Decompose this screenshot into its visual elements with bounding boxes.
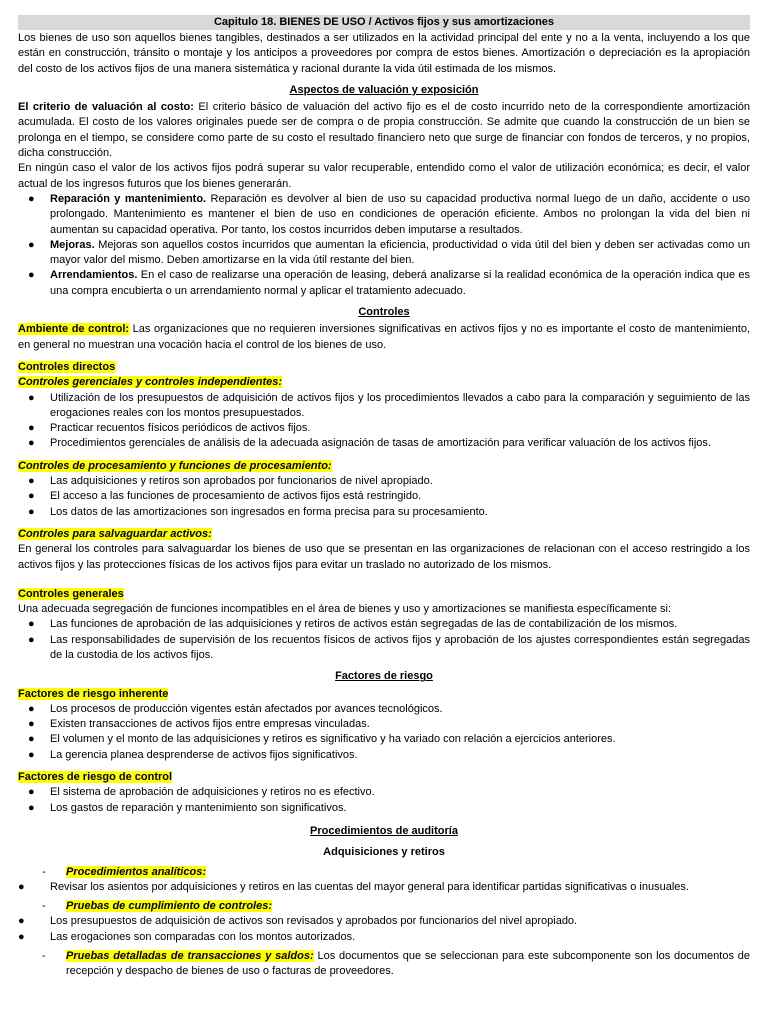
list-item: ● Procedimientos gerenciales de análisis de la adecuada asignación de tasas de amortización para verificar valuación de los activos fijos. [18, 436, 750, 451]
compliance-tests-heading: - Pruebas de cumplimiento de controles: [18, 899, 750, 914]
audit-heading: Procedimientos de auditoría [310, 824, 458, 837]
bullet-icon: ● [28, 786, 35, 799]
list-item: ● Las funciones de aprobación de las adquisiciones y retiros de activos están segregadas de las de contabilización de los mismos. [18, 617, 750, 632]
inherent-risk-heading: Factores de riesgo inherente [18, 687, 169, 700]
list-item: ● Los procesos de producción vigentes están afectados por avances tecnológicos. [18, 702, 750, 717]
list-item: ● Revisar los asientos por adquisiciones y retiros en las cuentas del mayor general para identificar partidas significativas o inusuales. [18, 880, 750, 895]
dash-icon: - [42, 950, 46, 963]
list-item: ● La gerencia planea desprenderse de activos fijos significativos. [18, 748, 750, 763]
bullet-icon: ● [18, 915, 25, 928]
direct-controls-heading: Controles directos [18, 360, 116, 373]
compliance-tests-list [18, 914, 750, 945]
control-environment-paragraph [18, 322, 750, 353]
list-item: ● El acceso a las funciones de procesamiento de activos fijos está restringido. [18, 489, 750, 504]
list-item: ● Las adquisiciones y retiros son aprobados por funcionarios de nivel apropiado. [18, 474, 750, 489]
valuation-criterion-text: El criterio básico de valuación del activo fijo es el de costo incurrido neto de la correspondiente amortización acumulada. El costo de los valores originales puede ser de compra o de propia construcción. Se admite que cuando la construcción de un bien se prolonga en el tiempo, se considere como parte de su costo el resultado financiero neto que surge de financiar con fondos de terceros, y no propios, dicha construcción. [18, 101, 751, 160]
inherent-risk-list [18, 702, 750, 763]
bullet-icon: ● [28, 269, 35, 282]
bullet-icon: ● [28, 505, 35, 518]
control-risk-list [18, 785, 750, 816]
control-environment-text: Las organizaciones que no requieren inversiones significativas en activos fijos y no es importante el costo de mantenimiento, en general no muestran una vocación hacia el control de los bienes de uso. [18, 323, 750, 351]
general-controls-paragraph: Una adecuada segregación de funciones incompatibles en el área de bienes y uso y amortizaciones se manifiesta específicamente si: [18, 603, 672, 616]
valuation-limit-paragraph: En ningún caso el valor de los activos fijos podrá superar su valor recuperable, entendido como el valor de utilización económica; es decir, el valor actual de los ingresos futuros que los bienes generarán. [18, 162, 750, 190]
managerial-controls-list [18, 391, 750, 452]
safeguard-paragraph: En general los controles para salvaguardar los bienes de uso que se presentan en las organizaciones de relacionan con el acceso restringido a los activos fijos y las protecciones físicas de los activos fijos para evitar un traslado no autorizado de los mismos. [18, 543, 750, 571]
bullet-icon: ● [28, 633, 35, 646]
bullet-icon: ● [28, 801, 35, 814]
analytic-procedures-list [18, 880, 750, 895]
list-item: ● Las responsabilidades de supervisión de los recuentos físicos de activos fijos y aprobación de los ajustes correspondientes están segregadas de la custodia de los activos fijos. [28, 633, 750, 661]
bullet-icon: ● [28, 475, 35, 488]
controls-heading: Controles [358, 306, 410, 319]
bullet-icon: ● [28, 422, 35, 435]
list-item: ● Utilización de los presupuestos de adquisición de activos fijos y los procedimientos llevados a cabo para la comparación y seguimiento de las erogaciones reales con los montos presupuestados. [28, 391, 750, 419]
list-item: ● Practicar recuentos físicos periódicos de activos fijos. [18, 421, 750, 436]
control-risk-heading: Factores de riesgo de control [18, 771, 173, 784]
detail-tests-label: Pruebas detalladas de transacciones y saldos: [66, 950, 314, 963]
list-item [18, 238, 750, 269]
bullet-icon: ● [28, 391, 35, 404]
bullet-icon: ● [28, 733, 35, 746]
valuation-list [18, 192, 750, 299]
safeguard-controls-heading: Controles para salvaguardar activos: [18, 527, 212, 540]
list-item: ● Los presupuestos de adquisición de activos son revisados y aprobados por funcionarios del nivel apropiado. [18, 914, 750, 929]
processing-controls-heading: Controles de procesamiento y funciones de procesamiento: [18, 459, 332, 472]
risk-heading: Factores de riesgo [335, 670, 433, 683]
valuation-criterion-label: El criterio de valuación al costo: [18, 101, 194, 114]
bullet-icon: ● [28, 238, 35, 251]
bullet-icon: ● [28, 618, 35, 631]
item-text: Reparación es devolver al bien de uso su capacidad productiva normal luego de un daño, accidente o uso prolongado. Mantenimiento es mantener el bien de uso en condiciones de operación eficiente. Ambos no prolongan la vida del bien ni aumentan su capacidad operativa. Por tanto, los costos incurridos deben imputarse a resultados. [50, 192, 750, 236]
item-label: Arrendamientos. [50, 269, 138, 282]
list-item: ● El volumen y el monto de las adquisiciones y retiros es significativo y ha variado con relación a ejercicios anteriores. [18, 732, 750, 747]
bullet-icon: ● [28, 490, 35, 503]
dash-icon: - [42, 900, 46, 913]
list-item: ● Las erogaciones son comparadas con los montos autorizados. [18, 930, 750, 945]
intro-paragraph: Los bienes de uso son aquellos bienes tangibles, destinados a ser utilizados en la actividad principal del ente y no a la venta, incluyendo a los que están en construcción, tránsito o montaje y los anticipos a proveedores por compra de estos bienes. Amortización o depreciación es la apropiación del costo de los activos fijos de una manera sistemática y racional durante la vida útil estimada de los mismos. [18, 32, 750, 75]
detail-tests-text: Los documentos que se seleccionan para este subcomponente son los documentos de recepción y despacho de bienes de uso o facturas de proveedores. [66, 950, 750, 978]
audit-subheading: Adquisiciones y retiros [323, 846, 445, 859]
bullet-icon: ● [18, 930, 25, 943]
general-controls-list [18, 617, 750, 663]
list-item: ● El sistema de aprobación de adquisiciones y retiros no es efectivo. [18, 785, 750, 800]
list-item [18, 268, 750, 299]
list-item: ● Los gastos de reparación y mantenimiento son significativos. [18, 801, 750, 816]
list-item: ● Los datos de las amortizaciones son ingresados en forma precisa para su procesamiento. [18, 505, 750, 520]
valuation-heading: Aspectos de valuación y exposición [289, 83, 479, 96]
bullet-icon: ● [28, 192, 35, 205]
item-label: Mejoras. [50, 238, 95, 251]
processing-controls-list [18, 474, 750, 520]
item-text: Mejoras son aquellos costos incurridos que aumentan la eficiencia, productividad o vida útil del bien y deben ser activadas como un mayor valor del mismo. Deben amortizarse en la vida útil restante del bien. [50, 238, 750, 267]
detail-tests-paragraph [18, 949, 750, 980]
item-label: Reparación y mantenimiento. [50, 192, 207, 205]
bullet-icon: ● [28, 748, 35, 761]
item-text: En el caso de realizarse una operación de leasing, deberá analizarse si la realidad económica de la operación indica que es una compra encubierta o un arrendamiento normal y aplicar el tratamiento adecuado. [50, 269, 750, 297]
bullet-icon: ● [28, 718, 35, 731]
bullet-icon: ● [28, 437, 35, 450]
managerial-controls-heading: Controles gerenciales y controles independientes: [18, 376, 283, 389]
control-environment-label: Ambiente de control: [18, 323, 130, 336]
analytic-procedures-heading: - Procedimientos analíticos: [18, 865, 750, 880]
dash-icon: - [42, 865, 46, 878]
list-item: ● Existen transacciones de activos fijos entre empresas vinculadas. [18, 717, 750, 732]
chapter-title: Capitulo 18. BIENES DE USO / Activos fijos y sus amortizaciones [18, 15, 750, 30]
bullet-icon: ● [18, 880, 25, 893]
bullet-icon: ● [28, 702, 35, 715]
valuation-criterion-paragraph [18, 100, 750, 161]
general-controls-heading: Controles generales [18, 587, 124, 600]
list-item [18, 192, 750, 238]
